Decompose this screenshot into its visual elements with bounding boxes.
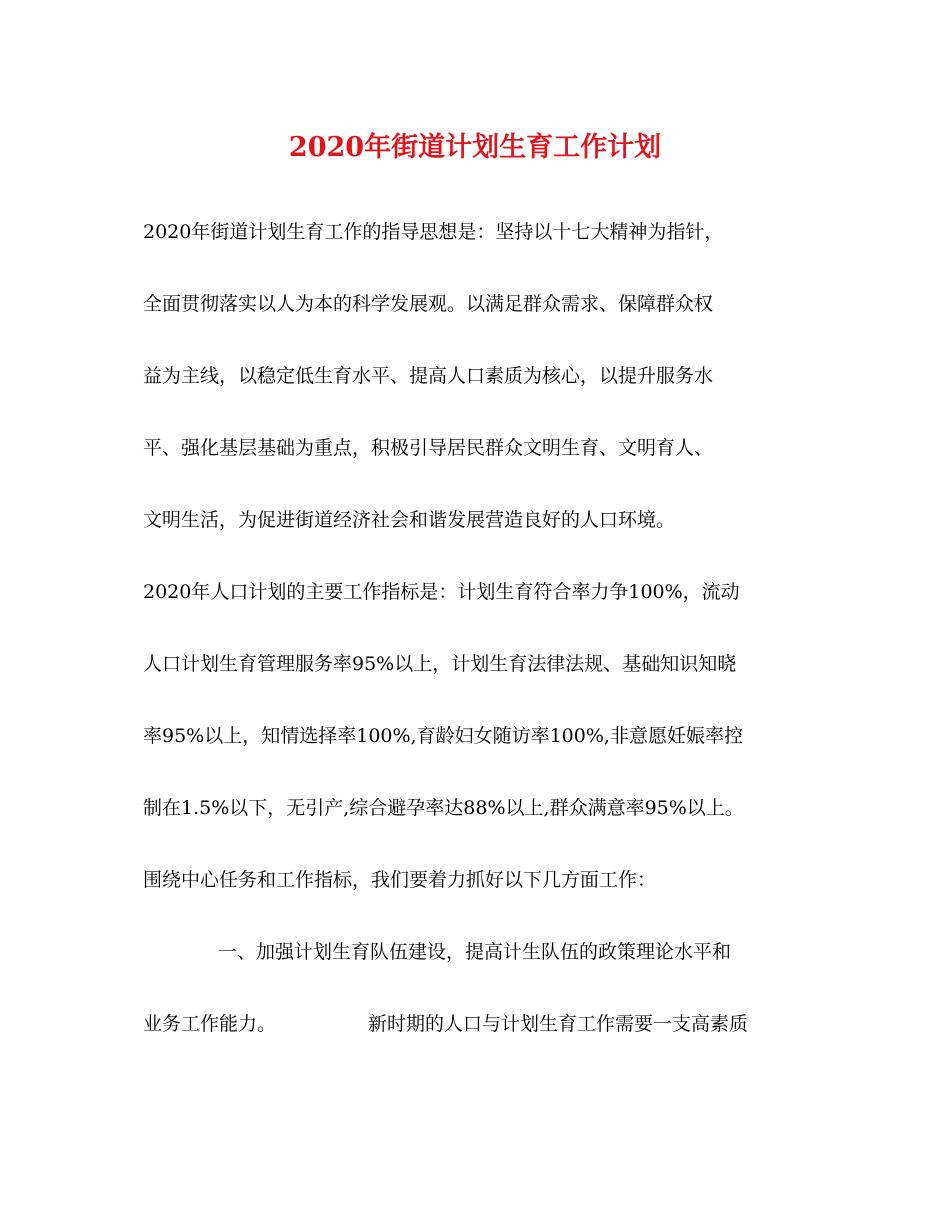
body-line-9: 制在1.5%以下，无引产,综合避孕率达88%以上,群众满意率95%以上。 — [143, 797, 744, 819]
body-line-12 — [143, 1010, 823, 1038]
body-line-12-continued: 新时期的人口与计划生育工作需要一支高素质 — [368, 1013, 749, 1035]
section-heading-1: 一、加强计划生育队伍建设，提高计生队伍的政策理论水平和 — [218, 941, 732, 963]
body-line-1: 2020年街道计划生育工作的指导思想是：坚持以十七大精神为指针， — [143, 221, 724, 243]
document-title: 2020年街道计划生育工作计划 — [288, 132, 662, 163]
body-line-2: 全面贯彻落实以人为本的科学发展观。以满足群众需求、保障群众权 — [143, 293, 714, 315]
section-heading-1-end: 业务工作能力。 — [143, 1013, 277, 1035]
body-line-8: 率95%以上，知情选择率100%,育龄妇女随访率100%,非意愿妊娠率控 — [143, 725, 743, 747]
body-line-5: 文明生活，为促进街道经济社会和谐发展营造良好的人口环境。 — [143, 509, 676, 531]
body-line-3: 益为主线，以稳定低生育水平、提高人口素质为核心，以提升服务水 — [143, 365, 714, 387]
body-line-7: 人口计划生育管理服务率95%以上，计划生育法律法规、基础知识知晓 — [143, 653, 737, 675]
body-line-10: 围绕中心任务和工作指标，我们要着力抓好以下几方面工作： — [143, 869, 657, 891]
body-line-4: 平、强化基层基础为重点，积极引导居民群众文明生育、文明育人、 — [143, 437, 714, 459]
body-line-6: 2020年人口计划的主要工作指标是：计划生育符合率力争100%，流动 — [143, 581, 740, 603]
